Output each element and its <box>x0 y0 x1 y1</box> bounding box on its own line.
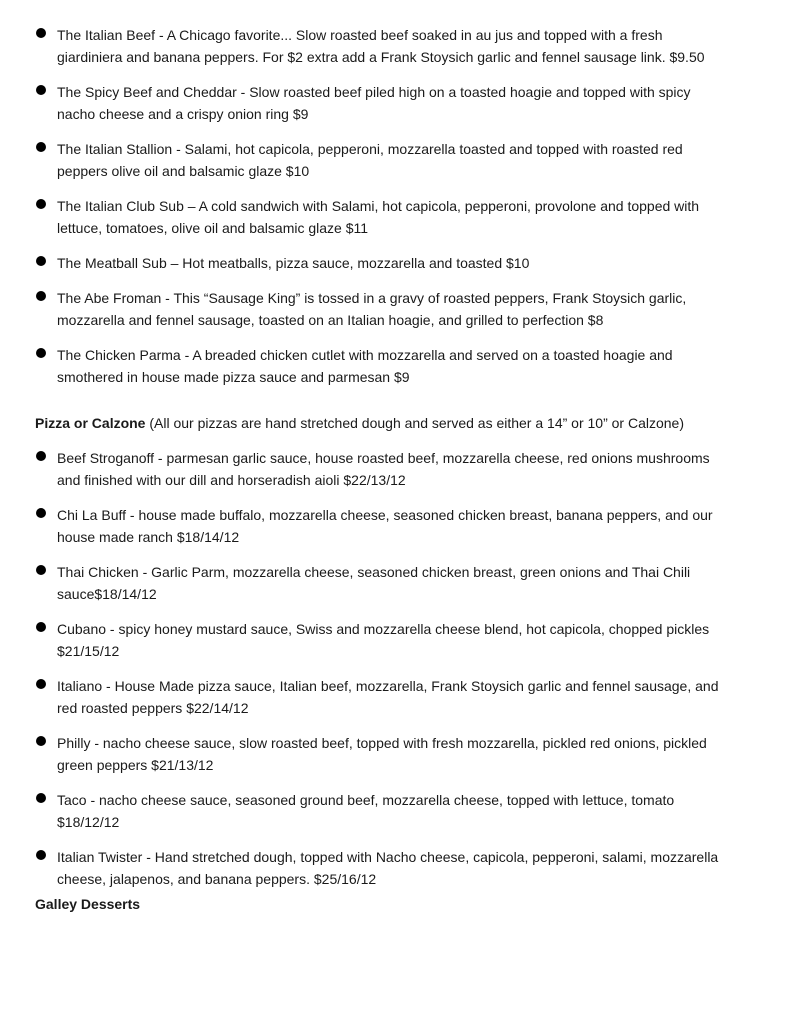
section-heading-desserts <box>35 893 140 915</box>
list-item <box>0 447 791 491</box>
list-item <box>0 618 791 662</box>
item-text: The Abe Froman - This “Sausage King” is tossed in a gravy of roasted peppers, Frank Stoysich garlic, mozzarella and fennel sausage, toasted on an Italian hoagie, and grilled to perfection $8 <box>57 290 687 328</box>
bullet-icon <box>36 256 46 266</box>
bullet-icon <box>36 679 46 689</box>
item-text: Chi La Buff - house made buffalo, mozzarella cheese, seasoned chicken breast, banana peppers, and our house made ranch $18/14/12 <box>57 507 713 545</box>
section-heading-pizza <box>35 412 684 434</box>
list-item <box>0 24 791 68</box>
section-title: Galley Desserts <box>35 896 141 912</box>
bullet-icon <box>36 508 46 518</box>
item-text: Italian Twister - Hand stretched dough, topped with Nacho cheese, capicola, pepperoni, salami, mozzarella cheese, jalapenos, and banana peppers. $25/16/12 <box>57 849 719 887</box>
bullet-icon <box>36 85 46 95</box>
bullet-icon <box>36 736 46 746</box>
item-text: Beef Stroganoff - parmesan garlic sauce, house roasted beef, mozzarella cheese, red onions mushrooms and finished with our dill and horseradish aioli $22/13/12 <box>57 450 710 488</box>
item-text: Cubano - spicy honey mustard sauce, Swiss and mozzarella cheese blend, hot capicola, chopped pickles $21/15/12 <box>57 621 710 659</box>
list-item <box>0 344 791 388</box>
list-item <box>0 789 791 833</box>
bullet-icon <box>36 451 46 461</box>
list-item <box>0 561 791 605</box>
bullet-icon <box>36 850 46 860</box>
sandwich-list <box>0 24 791 388</box>
section-note: (All our pizzas are hand stretched dough and served as either a 14” or 10” or Calzone) <box>145 415 684 431</box>
bullet-icon <box>36 291 46 301</box>
list-item <box>0 287 791 331</box>
list-item <box>0 81 791 125</box>
list-item <box>0 675 791 719</box>
item-text: Taco - nacho cheese sauce, seasoned ground beef, mozzarella cheese, topped with lettuce, tomato $18/12/12 <box>57 792 675 830</box>
item-text: The Chicken Parma - A breaded chicken cutlet with mozzarella and served on a toasted hoagie and smothered in house made pizza sauce and parmesan $9 <box>57 347 673 385</box>
item-text: The Italian Beef - A Chicago favorite... Slow roasted beef soaked in au jus and topped with a fresh giardiniera and banana peppers. For $2 extra add a Frank Stoysich garlic and fennel sausage link. $9.50 <box>57 27 705 65</box>
item-text: The Meatball Sub – Hot meatballs, pizza sauce, mozzarella and toasted $10 <box>57 255 530 271</box>
bullet-icon <box>36 793 46 803</box>
item-text: Thai Chicken - Garlic Parm, mozzarella cheese, seasoned chicken breast, green onions and Thai Chili sauce$18/14/12 <box>57 564 691 602</box>
bullet-icon <box>36 199 46 209</box>
list-item <box>0 195 791 239</box>
bullet-icon <box>36 348 46 358</box>
bullet-icon <box>36 622 46 632</box>
bullet-icon <box>36 565 46 575</box>
item-text: The Spicy Beef and Cheddar - Slow roasted beef piled high on a toasted hoagie and topped with spicy nacho cheese and a crispy onion ring $9 <box>57 84 691 122</box>
pizza-list <box>0 447 791 890</box>
list-item <box>0 138 791 182</box>
item-text: Philly - nacho cheese sauce, slow roasted beef, topped with fresh mozzarella, pickled red onions, pickled green peppers $21/13/12 <box>57 735 707 773</box>
item-text: The Italian Club Sub – A cold sandwich with Salami, hot capicola, pepperoni, provolone and topped with lettuce, tomatoes, olive oil and balsamic glaze $11 <box>57 198 700 236</box>
item-text: The Italian Stallion - Salami, hot capicola, pepperoni, mozzarella toasted and topped with roasted red peppers olive oil and balsamic glaze $10 <box>57 141 683 179</box>
list-item <box>0 252 791 274</box>
section-title: Pizza or Calzone <box>35 415 146 431</box>
list-item <box>0 504 791 548</box>
bullet-icon <box>36 142 46 152</box>
bullet-icon <box>36 28 46 38</box>
item-text: Italiano - House Made pizza sauce, Italian beef, mozzarella, Frank Stoysich garlic and fennel sausage, and red roasted peppers $22/14/12 <box>57 678 719 716</box>
list-item <box>0 732 791 776</box>
list-item <box>0 846 791 890</box>
